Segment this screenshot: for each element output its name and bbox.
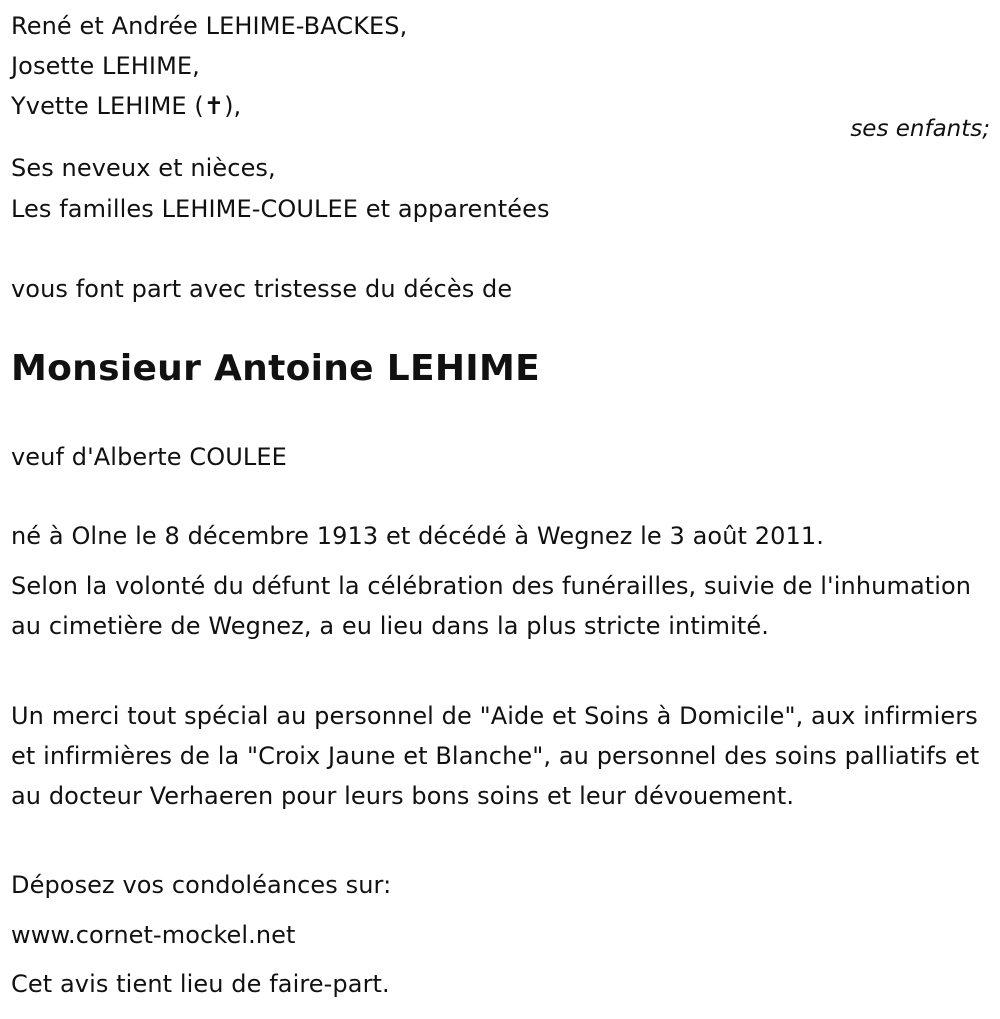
condolences-website-link[interactable]: www.cornet-mockel.net: [11, 921, 296, 949]
thanks-message: Un merci tout spécial au personnel de "Aide et Soins à Domicile", aux infirmiers et infirmières de la "Croix Jaune et Blanche", au personnel des soins palliatifs et au docteur Verhaeren pour leurs bons soins et leur dévouement.: [11, 702, 980, 810]
funeral-details: Selon la volonté du défunt la célébration des funérailles, suivie de l'inhumation au cimetière de Wegnez, a eu lieu dans la plus stricte intimité.: [11, 572, 972, 640]
family-member-2: Josette LEHIME,: [11, 52, 200, 80]
widower-of: veuf d'Alberte COULEE: [11, 443, 287, 471]
children-role: ses enfants;: [850, 116, 990, 142]
birth-death-dates: né à Olne le 8 décembre 1913 et décédé à Wegnez le 3 août 2011.: [11, 522, 824, 550]
relatives-line-2: Les familles LEHIME-COULEE et apparentées: [11, 195, 550, 223]
family-member-3: Yvette LEHIME (✝),: [11, 92, 242, 120]
announcement-intro: vous font part avec tristesse du décès de: [11, 275, 513, 303]
condolences-label: Déposez vos condoléances sur:: [11, 871, 392, 899]
deceased-name: Monsieur Antoine LEHIME: [11, 348, 541, 389]
relatives-line-1: Ses neveux et nièces,: [11, 154, 276, 182]
closing-note: Cet avis tient lieu de faire-part.: [11, 970, 390, 998]
family-member-1: René et Andrée LEHIME-BACKES,: [11, 12, 408, 40]
